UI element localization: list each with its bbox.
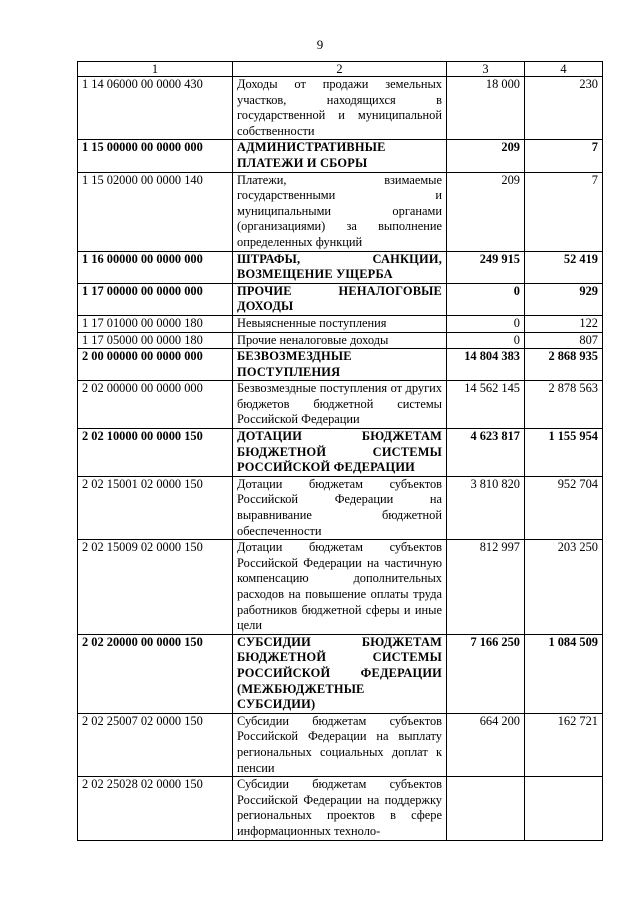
row-value-col4: 2 868 935 bbox=[525, 349, 603, 381]
row-value-col4: 1 084 509 bbox=[525, 634, 603, 713]
row-value-col3: 664 200 bbox=[447, 713, 525, 776]
table-row bbox=[78, 777, 603, 840]
table-row bbox=[78, 634, 603, 713]
row-value-col3: 4 623 817 bbox=[447, 429, 525, 477]
table-header bbox=[78, 62, 603, 77]
row-value-col3: 7 166 250 bbox=[447, 634, 525, 713]
row-value-col3: 209 bbox=[447, 172, 525, 251]
row-value-col4: 203 250 bbox=[525, 540, 603, 635]
row-value-col3: 14 804 383 bbox=[447, 349, 525, 381]
row-name: Платежи, взимаемые государственными и муниципальными органами (организациями) за выполнение определенных функций bbox=[233, 172, 447, 251]
row-value-col4: 929 bbox=[525, 283, 603, 315]
table-row bbox=[78, 381, 603, 429]
table-row bbox=[78, 140, 603, 172]
row-value-col4: 952 704 bbox=[525, 476, 603, 539]
row-value-col3: 812 997 bbox=[447, 540, 525, 635]
table-row bbox=[78, 476, 603, 539]
row-name: Невыясненные поступления bbox=[233, 315, 447, 332]
row-code: 2 02 25007 02 0000 150 bbox=[78, 713, 233, 776]
table-row bbox=[78, 349, 603, 381]
row-code: 2 02 20000 00 0000 150 bbox=[78, 634, 233, 713]
table-row bbox=[78, 315, 603, 332]
table-row bbox=[78, 332, 603, 349]
row-value-col4: 52 419 bbox=[525, 251, 603, 283]
row-name: Доходы от продажи земельных участков, находящихся в государственной и муниципальной собственности bbox=[233, 77, 447, 140]
row-name: Дотации бюджетам субъектов Российской Федерации на выравнивание бюджетной обеспеченности bbox=[233, 476, 447, 539]
row-code: 2 02 10000 00 0000 150 bbox=[78, 429, 233, 477]
row-code: 2 02 15001 02 0000 150 bbox=[78, 476, 233, 539]
row-name: ПРОЧИЕ НЕНАЛОГОВЫЕ ДОХОДЫ bbox=[233, 283, 447, 315]
row-name: Субсидии бюджетам субъектов Российской Федерации на поддержку региональных проектов в сфере информационных техноло- bbox=[233, 777, 447, 840]
row-code: 2 02 25028 02 0000 150 bbox=[78, 777, 233, 840]
row-value-col4: 1 155 954 bbox=[525, 429, 603, 477]
row-name: Прочие неналоговые доходы bbox=[233, 332, 447, 349]
row-value-col3 bbox=[447, 777, 525, 840]
row-value-col3: 0 bbox=[447, 332, 525, 349]
row-name: АДМИНИСТРАТИВНЫЕ ПЛАТЕЖИ И СБОРЫ bbox=[233, 140, 447, 172]
row-name: СУБСИДИИ БЮДЖЕТАМ БЮДЖЕТНОЙ СИСТЕМЫ РОССИЙСКОЙ ФЕДЕРАЦИИ (МЕЖБЮДЖЕТНЫЕ СУБСИДИИ) bbox=[233, 634, 447, 713]
row-value-col3: 0 bbox=[447, 315, 525, 332]
row-code: 1 14 06000 00 0000 430 bbox=[78, 77, 233, 140]
row-code: 2 00 00000 00 0000 000 bbox=[78, 349, 233, 381]
row-value-col3: 3 810 820 bbox=[447, 476, 525, 539]
row-name: Субсидии бюджетам субъектов Российской Федерации на выплату региональных социальных доплат к пенсии bbox=[233, 713, 447, 776]
row-code: 1 17 05000 00 0000 180 bbox=[78, 332, 233, 349]
row-value-col4: 7 bbox=[525, 140, 603, 172]
header-col-3: 3 bbox=[447, 62, 525, 77]
row-code: 1 17 00000 00 0000 000 bbox=[78, 283, 233, 315]
row-name: Дотации бюджетам субъектов Российской Федерации на частичную компенсацию дополнительных расходов на повышение оплаты труда работников бюджетной сферы и иные цели bbox=[233, 540, 447, 635]
page-number: 9 bbox=[316, 37, 324, 52]
row-name: ДОТАЦИИ БЮДЖЕТАМ БЮДЖЕТНОЙ СИСТЕМЫ РОССИЙСКОЙ ФЕДЕРАЦИИ bbox=[233, 429, 447, 477]
row-code: 2 02 15009 02 0000 150 bbox=[78, 540, 233, 635]
table-row bbox=[78, 172, 603, 251]
row-value-col3: 18 000 bbox=[447, 77, 525, 140]
row-name: БЕЗВОЗМЕЗДНЫЕ ПОСТУПЛЕНИЯ bbox=[233, 349, 447, 381]
table-row bbox=[78, 77, 603, 140]
row-value-col3: 14 562 145 bbox=[447, 381, 525, 429]
row-value-col4: 122 bbox=[525, 315, 603, 332]
row-code: 2 02 00000 00 0000 000 bbox=[78, 381, 233, 429]
table-row bbox=[78, 251, 603, 283]
table-row bbox=[78, 713, 603, 776]
table-row bbox=[78, 283, 603, 315]
row-name: ШТРАФЫ, САНКЦИИ, ВОЗМЕЩЕНИЕ УЩЕРБА bbox=[233, 251, 447, 283]
row-value-col4: 230 bbox=[525, 77, 603, 140]
row-code: 1 16 00000 00 0000 000 bbox=[78, 251, 233, 283]
header-col-4: 4 bbox=[525, 62, 603, 77]
row-code: 1 15 02000 00 0000 140 bbox=[78, 172, 233, 251]
row-value-col4: 7 bbox=[525, 172, 603, 251]
row-code: 1 17 01000 00 0000 180 bbox=[78, 315, 233, 332]
row-value-col4 bbox=[525, 777, 603, 840]
header-col-2: 2 bbox=[233, 62, 447, 77]
row-value-col3: 209 bbox=[447, 140, 525, 172]
row-name: Безвозмездные поступления от других бюджетов бюджетной системы Российской Федерации bbox=[233, 381, 447, 429]
row-value-col3: 0 bbox=[447, 283, 525, 315]
header-col-1: 1 bbox=[78, 62, 233, 77]
table-row bbox=[78, 429, 603, 477]
row-value-col3: 249 915 bbox=[447, 251, 525, 283]
row-value-col4: 2 878 563 bbox=[525, 381, 603, 429]
row-value-col4: 807 bbox=[525, 332, 603, 349]
header-row bbox=[78, 62, 603, 77]
row-value-col4: 162 721 bbox=[525, 713, 603, 776]
table-row bbox=[78, 540, 603, 635]
budget-table bbox=[77, 61, 603, 841]
row-code: 1 15 00000 00 0000 000 bbox=[78, 140, 233, 172]
table-body bbox=[78, 77, 603, 841]
